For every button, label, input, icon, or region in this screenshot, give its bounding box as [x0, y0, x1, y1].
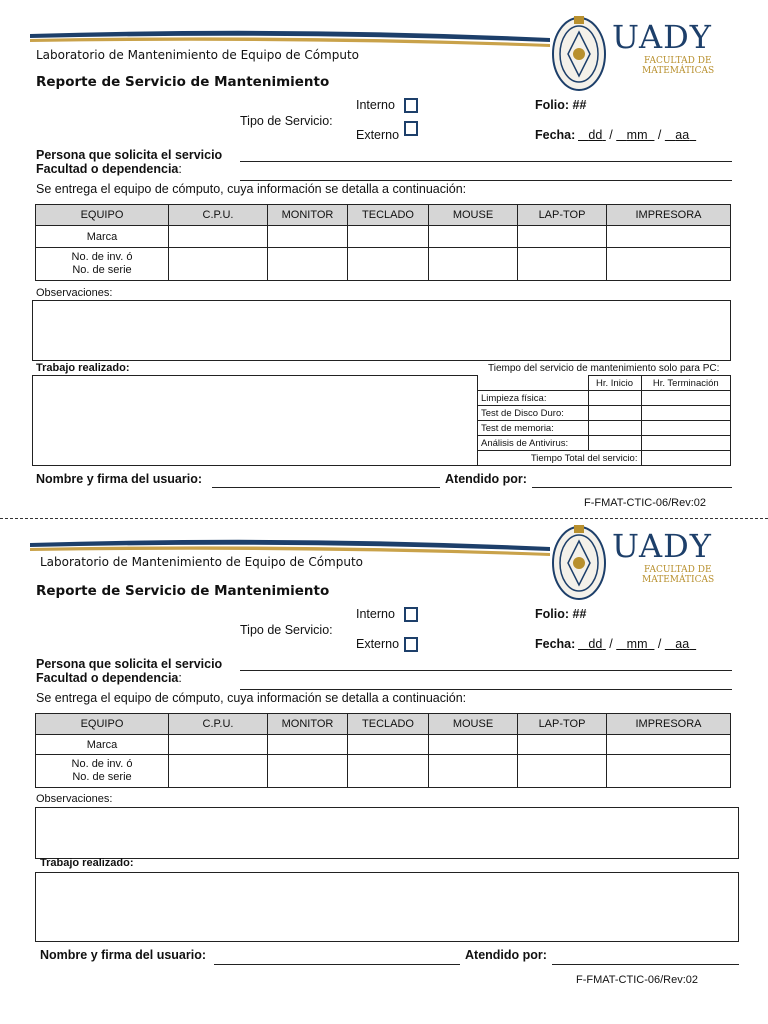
table-row — [36, 735, 731, 755]
table-cell[interactable] — [518, 226, 607, 248]
hr-termino-header: Hr. Terminación — [641, 376, 731, 391]
table-cell[interactable] — [348, 735, 429, 755]
persona-label: Persona que solicita el servicio — [36, 148, 223, 162]
uady-logo-text: UADY — [612, 18, 712, 56]
col-header: EQUIPO — [36, 714, 169, 735]
col-header: TECLADO — [348, 714, 429, 735]
col-header: C.P.U. — [169, 205, 268, 226]
row-label-inv — [36, 248, 169, 281]
uady-seal-logo — [550, 521, 608, 603]
table-row — [478, 451, 731, 466]
table-row — [478, 391, 731, 406]
table-cell[interactable] — [268, 755, 348, 788]
col-header: IMPRESORA — [607, 205, 731, 226]
time-row-label: Análisis de Antivirus: — [478, 436, 589, 451]
lab-title: Laboratorio de Mantenimiento de Equipo de Cómputo — [36, 48, 360, 62]
report-title: Reporte de Servicio de Mantenimiento — [36, 74, 330, 90]
interno-checkbox[interactable] — [404, 607, 418, 622]
table-cell[interactable] — [268, 226, 348, 248]
observaciones-box[interactable] — [32, 300, 731, 361]
table-row — [478, 406, 731, 421]
service-type-label: Tipo de Servicio: — [240, 114, 333, 128]
table-cell[interactable] — [348, 226, 429, 248]
persona-input-line[interactable] — [240, 161, 732, 162]
fecha-label: Fecha: — [535, 637, 576, 651]
firma-input-line[interactable] — [214, 964, 460, 965]
trabajo-label: Trabajo realizado: — [36, 362, 130, 374]
facultad-colon: : — [178, 162, 182, 176]
facultad-input-line[interactable] — [240, 180, 732, 181]
col-header: TECLADO — [348, 205, 429, 226]
form-copy-2 — [0, 509, 768, 1024]
hr-inicio-header: Hr. Inicio — [588, 376, 641, 391]
service-type-label: Tipo de Servicio: — [240, 623, 333, 637]
interno-label: Interno — [356, 98, 395, 112]
row-inv-line-1: No. de inv. ó — [71, 251, 133, 263]
table-cell[interactable] — [429, 248, 518, 281]
col-header: EQUIPO — [36, 205, 169, 226]
row-label-inv — [36, 755, 169, 788]
table-row — [36, 248, 731, 281]
table-row — [478, 436, 731, 451]
day-placeholder: dd — [588, 128, 603, 142]
row-label-marca: Marca — [36, 735, 169, 755]
year-placeholder: aa — [675, 128, 690, 142]
tiempo-total-label: Tiempo Total del servicio: — [478, 451, 642, 466]
table-cell[interactable] — [169, 248, 268, 281]
uady-logo-text: UADY — [612, 527, 712, 565]
facultad-label-wrap — [36, 162, 182, 176]
col-header: LAP-TOP — [518, 205, 607, 226]
table-cell[interactable] — [607, 248, 731, 281]
time-row-label: Test de Disco Duro: — [478, 406, 589, 421]
col-header: LAP-TOP — [518, 714, 607, 735]
col-header: MOUSE — [429, 205, 518, 226]
tiempo-header: Tiempo del servicio de mantenimiento solo para PC: — [488, 363, 720, 374]
table-row — [478, 421, 731, 436]
table-cell[interactable] — [641, 436, 731, 451]
col-header: IMPRESORA — [607, 714, 731, 735]
day-placeholder: dd — [588, 637, 603, 651]
col-header: MONITOR — [268, 205, 348, 226]
trabajo-box[interactable] — [35, 872, 739, 942]
month-placeholder: mm — [626, 128, 648, 142]
table-cell[interactable] — [348, 755, 429, 788]
faculty-line-1: FACULTAD DE — [644, 56, 712, 66]
table-cell[interactable] — [588, 406, 641, 421]
time-table — [477, 375, 731, 466]
externo-label: Externo — [356, 128, 400, 142]
col-header: C.P.U. — [169, 714, 268, 735]
table-cell[interactable] — [588, 391, 641, 406]
entrega-text: Se entrega el equipo de cómputo, cuya información se detalla a continuación: — [36, 691, 467, 705]
table-cell[interactable] — [588, 436, 641, 451]
year-placeholder: aa — [675, 637, 690, 651]
time-header-row — [478, 376, 731, 391]
firma-label: Nombre y firma del usuario: — [40, 948, 207, 962]
table-cell[interactable] — [518, 248, 607, 281]
table-cell[interactable] — [348, 248, 429, 281]
table-cell[interactable] — [641, 406, 731, 421]
date-field[interactable]: dd / mm / aa — [588, 128, 690, 142]
table-cell[interactable] — [169, 735, 268, 755]
entrega-text: Se entrega el equipo de cómputo, cuya información se detalla a continuación: — [36, 182, 467, 196]
table-cell[interactable] — [641, 451, 731, 466]
firma-input-line[interactable] — [212, 487, 440, 488]
atendido-label: Atendido por: — [465, 948, 547, 962]
atendido-input-line[interactable] — [532, 487, 732, 488]
equipment-table — [35, 713, 731, 788]
folio-label: Folio: ## — [535, 607, 587, 621]
table-row — [36, 755, 731, 788]
facultad-label: Facultad o dependencia — [36, 162, 179, 176]
table-cell[interactable] — [588, 421, 641, 436]
table-cell[interactable] — [607, 755, 731, 788]
table-cell[interactable] — [607, 226, 731, 248]
row-label-marca: Marca — [36, 226, 169, 248]
row-inv-line-2: No. de serie — [72, 264, 132, 276]
observaciones-label: Observaciones: — [36, 287, 113, 299]
table-cell[interactable] — [268, 735, 348, 755]
col-header: MOUSE — [429, 714, 518, 735]
row-inv-line-2: No. de serie — [72, 771, 132, 783]
observaciones-label: Observaciones: — [36, 793, 113, 805]
facultad-label: Facultad o dependencia — [36, 671, 179, 685]
time-row-label: Test de memoria: — [478, 421, 589, 436]
trabajo-label: Trabajo realizado: — [40, 857, 134, 869]
table-cell[interactable] — [268, 248, 348, 281]
lab-title: Laboratorio de Mantenimiento de Equipo de Cómputo — [40, 555, 364, 569]
table-cell[interactable] — [518, 735, 607, 755]
faculty-line-2: MATEMÁTICAS — [642, 66, 715, 76]
month-placeholder: mm — [626, 637, 648, 651]
fecha-label: Fecha: — [535, 128, 576, 142]
folio-label: Folio: ## — [535, 98, 587, 112]
table-header-row — [36, 714, 731, 735]
persona-input-line[interactable] — [240, 670, 732, 671]
table-cell[interactable] — [169, 226, 268, 248]
observaciones-box[interactable] — [35, 807, 739, 859]
time-row-label: Limpieza física: — [478, 391, 589, 406]
row-inv-line-1: No. de inv. ó — [71, 758, 133, 770]
form-code: F-FMAT-CTIC-06/Rev:02 — [576, 974, 699, 986]
table-cell[interactable] — [607, 735, 731, 755]
table-row — [36, 226, 731, 248]
col-header: MONITOR — [268, 714, 348, 735]
firma-label: Nombre y firma del usuario: — [36, 472, 203, 486]
date-field[interactable]: dd / mm / aa — [588, 637, 690, 651]
facultad-label-wrap — [36, 671, 182, 685]
table-cell[interactable] — [429, 755, 518, 788]
table-cell[interactable] — [169, 755, 268, 788]
faculty-line-2: MATEMÁTICAS — [642, 575, 715, 585]
interno-checkbox[interactable] — [404, 98, 418, 113]
externo-label: Externo — [356, 637, 400, 651]
table-cell[interactable] — [429, 735, 518, 755]
table-cell[interactable] — [641, 421, 731, 436]
atendido-label: Atendido por: — [445, 472, 527, 486]
externo-checkbox[interactable] — [404, 637, 418, 652]
table-cell[interactable] — [429, 226, 518, 248]
interno-label: Interno — [356, 607, 395, 621]
trabajo-box[interactable] — [32, 375, 478, 466]
table-cell[interactable] — [641, 391, 731, 406]
faculty-line-1: FACULTAD DE — [644, 565, 712, 575]
table-cell[interactable] — [518, 755, 607, 788]
equipment-table — [35, 204, 731, 281]
report-title: Reporte de Servicio de Mantenimiento — [36, 583, 330, 599]
persona-label: Persona que solicita el servicio — [36, 657, 223, 671]
facultad-input-line[interactable] — [240, 689, 732, 690]
form-code: F-FMAT-CTIC-06/Rev:02 — [584, 497, 707, 509]
atendido-input-line[interactable] — [552, 964, 739, 965]
table-header-row — [36, 205, 731, 226]
externo-checkbox[interactable] — [404, 121, 418, 136]
facultad-colon: : — [178, 671, 182, 685]
uady-seal-logo — [550, 12, 608, 94]
